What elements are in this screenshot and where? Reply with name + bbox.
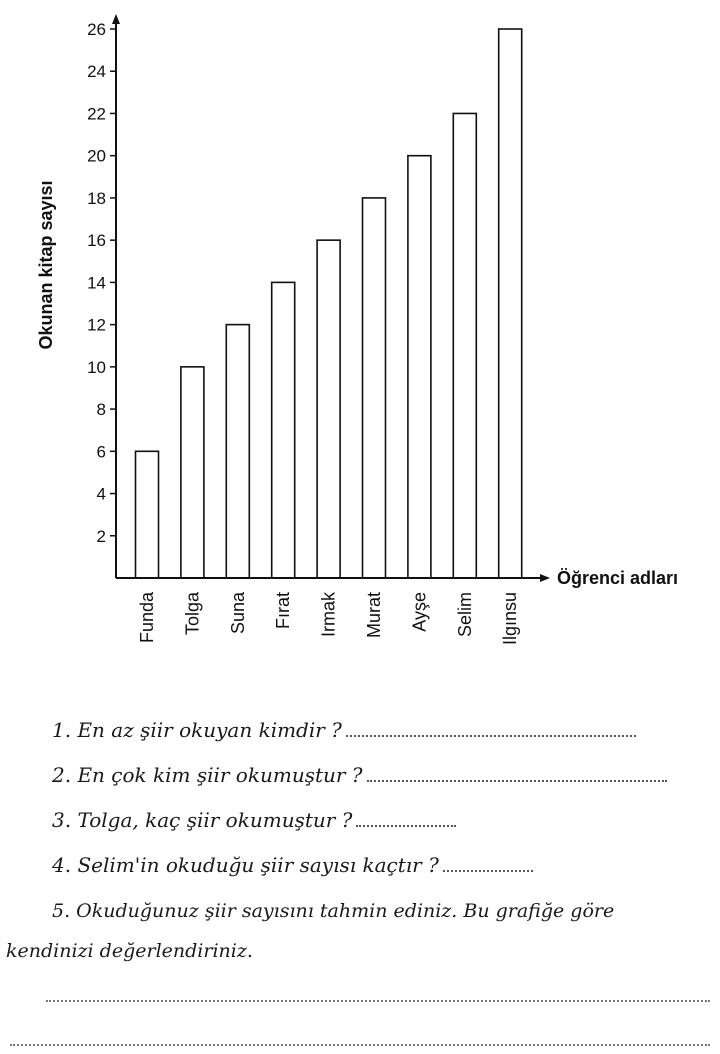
x-category-label: Selim (454, 592, 475, 638)
worksheet-questions (0, 700, 720, 1054)
y-ticks (87, 20, 116, 546)
x-category-label: Ayşe (409, 592, 430, 632)
question-1-answer-line[interactable] (346, 734, 636, 737)
question-1-text: 1. En az şiir okuyan kimdir ? (52, 718, 342, 742)
y-axis-arrow-icon (112, 14, 120, 24)
question-4 (52, 853, 533, 877)
bar (317, 240, 340, 578)
y-tick-label: 4 (96, 484, 106, 504)
y-tick-label: 24 (87, 62, 106, 82)
question-2-text: 2. En çok kim şiir okumuştur ? (52, 763, 363, 787)
bar (363, 198, 386, 578)
x-axis-arrow-icon (540, 574, 550, 582)
y-tick-label: 22 (87, 104, 106, 124)
question-2-answer-line[interactable] (367, 779, 667, 782)
bar (272, 282, 295, 578)
y-tick-label: 26 (87, 20, 106, 39)
question-5-line-1: 5. Okuduğunuz şiir sayısını tahmin ediniz. Bu grafiğe göre (52, 900, 615, 922)
y-tick-label: 10 (87, 357, 106, 377)
x-axis-title: Öğrenci adları (557, 568, 679, 588)
answer-line-1[interactable] (46, 1000, 710, 1002)
bar (408, 156, 431, 578)
question-4-answer-line[interactable] (443, 869, 533, 872)
x-category-label: Suna (227, 592, 248, 635)
question-3-answer-line[interactable] (356, 824, 456, 827)
question-5-line-2: kendinizi değerlendiriniz. (6, 940, 253, 962)
question-3 (52, 808, 456, 832)
y-tick-label: 2 (96, 526, 106, 546)
bar (136, 451, 159, 578)
x-category-labels (137, 591, 520, 645)
y-tick-label: 14 (87, 273, 106, 293)
x-category-label: Funda (137, 592, 157, 644)
x-category-label: Irmak (318, 592, 339, 637)
question-4-text: 4. Selim'in okuduğu şiir sayısı kaçtır ? (52, 853, 439, 877)
question-3-text: 3. Tolga, kaç şiir okumuştur ? (52, 808, 353, 832)
y-tick-label: 12 (87, 315, 106, 335)
y-tick-label: 18 (87, 188, 106, 208)
question-2 (52, 763, 667, 787)
y-tick-label: 20 (87, 146, 106, 166)
x-category-label: Ilgınsu (500, 592, 521, 646)
y-tick-label: 8 (96, 400, 106, 420)
bar (499, 29, 522, 578)
bar (181, 367, 204, 578)
x-category-label: Tolga (182, 592, 203, 636)
y-tick-label: 6 (96, 442, 106, 462)
y-tick-label: 16 (87, 231, 106, 251)
answer-line-2[interactable] (10, 1044, 710, 1046)
bar (226, 325, 249, 578)
x-category-label: Murat (364, 592, 384, 639)
x-category-label: Fırat (273, 592, 294, 630)
bar (453, 113, 476, 578)
question-1 (52, 718, 636, 742)
bars (136, 29, 522, 578)
y-axis-title: Okunan kitap sayısı (36, 180, 56, 350)
